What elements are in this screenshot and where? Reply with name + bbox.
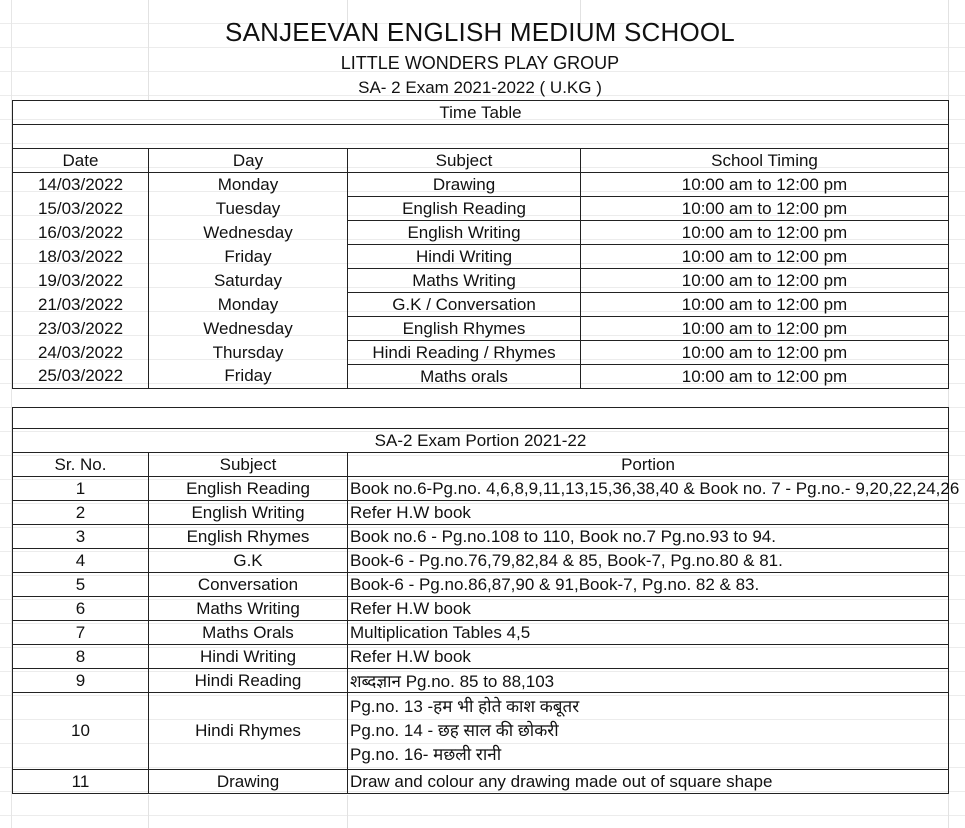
portion-line: Pg.no. 14 - छह साल की छोकरी — [350, 721, 559, 740]
table-row-sr: 7 — [12, 620, 149, 645]
table-row-subject: English Rhymes — [148, 524, 348, 549]
table-cell-date: 15/03/2022 — [12, 196, 149, 221]
table-cell-subject: English Reading — [347, 196, 581, 221]
table-cell-subject: English Writing — [347, 220, 581, 245]
table-cell-date: 18/03/2022 — [12, 244, 149, 269]
table-row-sr: 5 — [12, 572, 149, 597]
col-header-timing: School Timing — [580, 148, 949, 173]
table-row-subject: Maths Writing — [148, 596, 348, 621]
table-cell-date: 25/03/2022 — [12, 364, 149, 389]
table-cell-date: 14/03/2022 — [12, 172, 149, 197]
col-header-portion: Portion — [347, 452, 949, 477]
school-name: SANJEEVAN ENGLISH MEDIUM SCHOOL — [225, 16, 735, 47]
table-row-subject: Hindi Reading — [148, 668, 348, 693]
table-row-sr: 9 — [12, 668, 149, 693]
table-cell-subject: G.K / Conversation — [347, 292, 581, 317]
table-row-portion: Book-6 - Pg.no.76,79,82,84 & 85, Book-7, Pg.no.80 & 81. — [347, 548, 949, 573]
table-row-subject: Conversation — [148, 572, 348, 597]
col-header-sr-no: Sr. No. — [12, 452, 149, 477]
portion-line: Pg.no. 13 -हम भी होते काश कबूतर — [350, 697, 580, 716]
table-row-sr: 1 — [12, 476, 149, 501]
table-cell-timing: 10:00 am to 12:00 pm — [580, 172, 949, 197]
col-header-subject: Subject — [347, 148, 581, 173]
table-cell-day: Wednesday — [148, 316, 348, 341]
portion-line: Pg.no. 16- मछली रानी — [350, 745, 502, 764]
table-cell-day: Saturday — [148, 268, 348, 293]
table-row-sr: 4 — [12, 548, 149, 573]
table-cell-day: Wednesday — [148, 220, 348, 245]
table-row-portion: Refer H.W book — [347, 596, 949, 621]
table-row-subject: English Reading — [148, 476, 348, 501]
table-cell-date: 16/03/2022 — [12, 220, 149, 245]
table-cell-subject: Maths orals — [347, 364, 581, 389]
table-row-sr: 10 — [12, 692, 149, 770]
table-row-subject: G.K — [148, 548, 348, 573]
table-cell-day: Tuesday — [148, 196, 348, 221]
table-cell-subject: Hindi Reading / Rhymes — [347, 340, 581, 365]
table-row-sr: 2 — [12, 500, 149, 525]
group-name: LITTLE WONDERS PLAY GROUP — [340, 52, 620, 73]
table-row-subject: Drawing — [148, 769, 348, 794]
table-cell-day: Monday — [148, 292, 348, 317]
table-cell-subject: Maths Writing — [347, 268, 581, 293]
exam-title: SA- 2 Exam 2021-2022 ( U.KG ) — [358, 78, 602, 97]
table-row-portion: शब्दज्ञान Pg.no. 85 to 88,103 — [347, 668, 949, 693]
table-cell-timing: 10:00 am to 12:00 pm — [580, 244, 949, 269]
table-row-portion: Refer H.W book — [347, 500, 949, 525]
table-row-portion: Multiplication Tables 4,5 — [347, 620, 949, 645]
table-cell-timing: 10:00 am to 12:00 pm — [580, 220, 949, 245]
table-cell-timing: 10:00 am to 12:00 pm — [580, 340, 949, 365]
table-row-subject: Maths Orals — [148, 620, 348, 645]
table-cell-day: Friday — [148, 364, 348, 389]
table-row-portion — [347, 692, 949, 770]
table-cell-date: 23/03/2022 — [12, 316, 149, 341]
grid-line — [148, 795, 149, 828]
grid-line — [347, 795, 348, 828]
table-row-sr: 3 — [12, 524, 149, 549]
table-row-subject: English Writing — [148, 500, 348, 525]
table-row-sr: 6 — [12, 596, 149, 621]
table-row-subject: Hindi Writing — [148, 644, 348, 669]
table-cell-date: 21/03/2022 — [12, 292, 149, 317]
table-cell-timing: 10:00 am to 12:00 pm — [580, 316, 949, 341]
blank-row — [12, 124, 949, 149]
table-cell-day: Monday — [148, 172, 348, 197]
table-cell-day: Friday — [148, 244, 348, 269]
table-row-portion: Book no.6-Pg.no. 4,6,8,9,11,13,15,36,38,40 & Book no. 7 - Pg.no.- 9,20,22,24,26 — [347, 476, 949, 501]
table-cell-subject: English Rhymes — [347, 316, 581, 341]
table-cell-timing: 10:00 am to 12:00 pm — [580, 364, 949, 389]
table-cell-day: Thursday — [148, 340, 348, 365]
table-row-portion: Draw and colour any drawing made out of square shape — [347, 769, 949, 794]
col-header-subject: Subject — [148, 452, 348, 477]
table-cell-subject: Drawing — [347, 172, 581, 197]
table-cell-date: 24/03/2022 — [12, 340, 149, 365]
portion-title: SA-2 Exam Portion 2021-22 — [12, 428, 949, 453]
table-row-subject: Hindi Rhymes — [148, 692, 348, 770]
table-row-sr: 8 — [12, 644, 149, 669]
table-cell-timing: 10:00 am to 12:00 pm — [580, 292, 949, 317]
table-cell-timing: 10:00 am to 12:00 pm — [580, 268, 949, 293]
timetable-title: Time Table — [12, 100, 949, 125]
table-cell-date: 19/03/2022 — [12, 268, 149, 293]
table-row-sr: 11 — [12, 769, 149, 794]
table-cell-timing: 10:00 am to 12:00 pm — [580, 196, 949, 221]
col-header-day: Day — [148, 148, 348, 173]
table-row-portion: Refer H.W book — [347, 644, 949, 669]
blank-row — [12, 407, 949, 429]
col-header-date: Date — [12, 148, 149, 173]
table-cell-subject: Hindi Writing — [347, 244, 581, 269]
table-row-portion: Book-6 - Pg.no.86,87,90 & 91,Book-7, Pg.no. 82 & 83. — [347, 572, 949, 597]
table-row-portion: Book no.6 - Pg.no.108 to 110, Book no.7 Pg.no.93 to 94. — [347, 524, 949, 549]
